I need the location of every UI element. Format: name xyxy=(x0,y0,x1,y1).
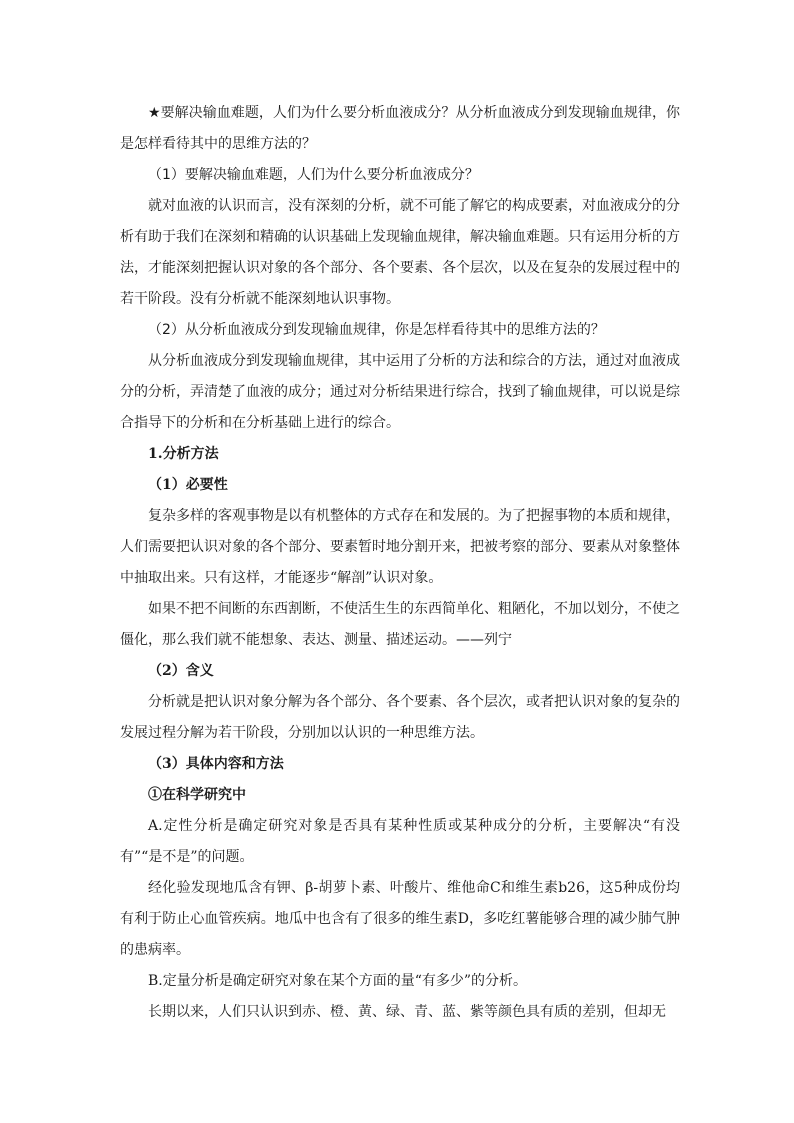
science-title: ①在科学研究中 xyxy=(148,787,246,803)
meaning-paragraph: 分析就是把认识对象分解为各个部分、各个要素、各个层次，或者把认识对象的复杂的发展过程分解为若干阶段，分别加以认识的一种思维方法。 xyxy=(120,694,680,741)
meaning-title: （2）含义 xyxy=(148,663,214,679)
color-example-paragraph: 长期以来，人们只认识到赤、橙、黄、绿、青、蓝、紫等颜色具有质的差别，但却无 xyxy=(148,1004,666,1020)
sub-question-2-paragraph: （2）从分析血液成分到发现输血规律，你是怎样看待其中的思维方法的？ xyxy=(148,322,605,338)
qualitative-example-paragraph: 经化验发现地瓜含有钾、β-胡萝卜素、叶酸片、维他命C和维生素b26，这5种成份均有利于防止心血管疾病。地瓜中也含有了很多的维生素D，多吃红薯能够合理的减少肺气肿的患病率。 xyxy=(120,880,680,958)
content-title: （3）具体内容和方法 xyxy=(148,756,284,772)
necessity-title: （1）必要性 xyxy=(148,477,228,493)
answer-1-paragraph: 就对血液的认识而言，没有深刻的分析，就不可能了解它的构成要素，对血液成分的分析有助于我们在深刻和精确的认识基础上发现输血规律，解决输血难题。只有运用分析的方法，才能深刻把握认识对象的各个部分、各个要素、各个层次，以及在复杂的发展过程中的若干阶段。没有分析就不能深刻地认识事物。 xyxy=(120,198,680,307)
necessity-paragraph: 复杂多样的客观事物是以有机整体的方式存在和发展的。为了把握事物的本质和规律，人们需要把认识对象的各个部分、要素暂时地分割开来，把被考察的部分、要素从对象整体中抽取出来。只有这样，才能逐步“解剖”认识对象。 xyxy=(120,508,680,586)
document-page xyxy=(120,98,680,1028)
quantitative-analysis-paragraph: B.定量分析是确定研究对象在某个方面的量“有多少”的分析。 xyxy=(148,973,528,989)
section-1-title: 1.分析方法 xyxy=(148,446,219,462)
question-intro-paragraph: ★要解决输血难题，人们为什么要分析血液成分？从分析血液成分到发现输血规律，你是怎样看待其中的思维方法的？ xyxy=(120,105,680,152)
sub-question-1-paragraph: （1）要解决输血难题，人们为什么要分析血液成分？ xyxy=(148,167,479,183)
qualitative-analysis-paragraph: A.定性分析是确定研究对象是否具有某种性质或某种成分的分析，主要解决“有没有”“是不是”的问题。 xyxy=(120,818,680,865)
answer-2-paragraph: 从分析血液成分到发现输血规律，其中运用了分析的方法和综合的方法，通过对血液成分的分析，弄清楚了血液的成分；通过对分析结果进行综合，找到了输血规律，可以说是综合指导下的分析和在分析基础上进行的综合。 xyxy=(120,353,680,431)
lenin-quote-paragraph: 如果不把不间断的东西割断，不使活生生的东西简单化、粗陋化，不加以划分，不使之僵化，那么我们就不能想象、表达、测量、描述运动。——列宁 xyxy=(120,601,680,648)
